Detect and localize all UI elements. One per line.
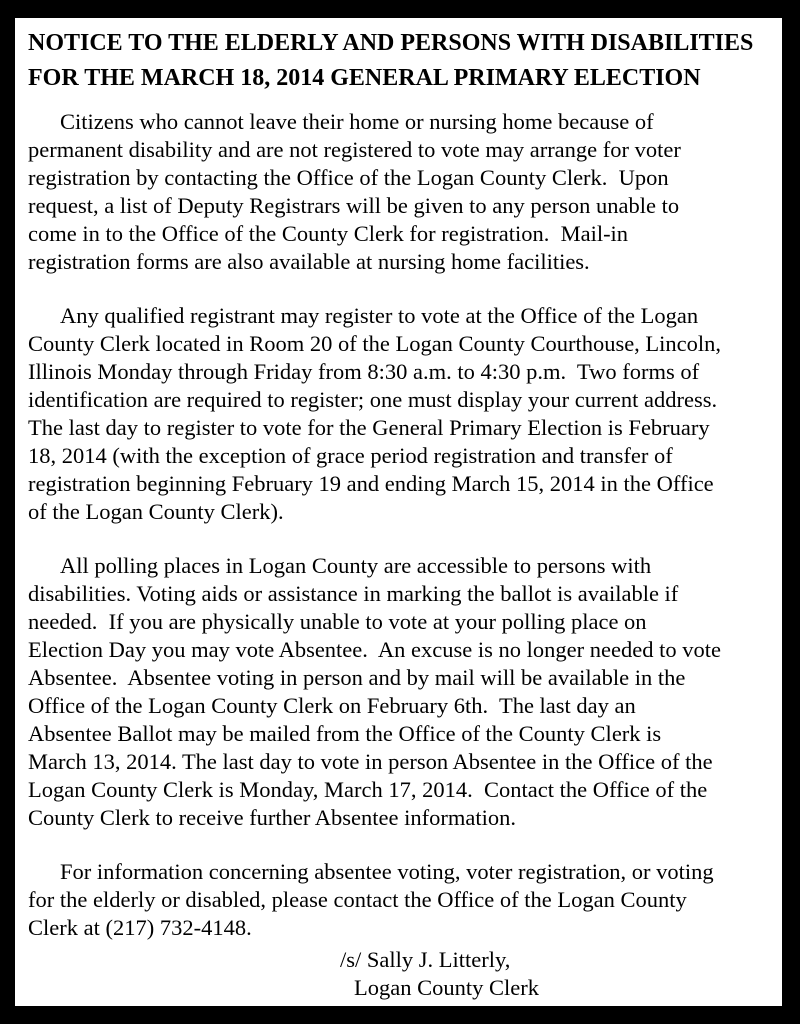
text-line: Illinois Monday through Friday from 8:30 a.m. to 4:30 p.m. Two forms of bbox=[28, 359, 700, 384]
text-line: County Clerk to receive further Absentee information. bbox=[28, 805, 516, 830]
text-line: FOR THE MARCH 18, 2014 GENERAL PRIMARY ELECTION bbox=[28, 65, 701, 91]
text-line: The last day to register to vote for the General Primary Election is February bbox=[28, 415, 710, 440]
text-line: NOTICE TO THE ELDERLY AND PERSONS WITH DISABILITIES bbox=[28, 30, 754, 56]
text-line: identification are required to register; one must display your current address. bbox=[28, 387, 718, 412]
paragraph-voter-registration-homebound bbox=[28, 108, 774, 276]
text-line: Office of the Logan County Clerk on February 6th. The last day an bbox=[28, 693, 636, 718]
text-line: Citizens who cannot leave their home or nursing home because of bbox=[60, 109, 654, 134]
text-line: registration forms are also available at nursing home facilities. bbox=[28, 249, 590, 274]
text-line: for the elderly or disabled, please contact the Office of the Logan County bbox=[28, 887, 687, 912]
text-line: registration by contacting the Office of the Logan County Clerk. Upon bbox=[28, 165, 669, 190]
paragraph-contact-information bbox=[28, 858, 774, 942]
text-line: Logan County Clerk is Monday, March 17, 2014. Contact the Office of the bbox=[28, 777, 708, 802]
text-line: request, a list of Deputy Registrars will be given to any person unable to bbox=[28, 193, 680, 218]
paragraph-registration-location-deadlines bbox=[28, 302, 774, 526]
notice-title bbox=[28, 26, 774, 96]
signature-name: /s/ Sally J. Litterly, bbox=[340, 947, 511, 972]
text-line: County Clerk located in Room 20 of the Logan County Courthouse, Lincoln, bbox=[28, 331, 722, 356]
text-line: For information concerning absentee voting, voter registration, or voting bbox=[60, 859, 714, 884]
text-line: Any qualified registrant may register to vote at the Office of the Logan bbox=[60, 303, 699, 328]
paragraph-polling-places-absentee bbox=[28, 552, 774, 832]
text-line: permanent disability and are not registered to vote may arrange for voter bbox=[28, 137, 681, 162]
text-line: 18, 2014 (with the exception of grace period registration and transfer of bbox=[28, 443, 673, 468]
signature-block bbox=[28, 946, 774, 1002]
text-line: of the Logan County Clerk). bbox=[28, 499, 284, 524]
text-line: needed. If you are physically unable to vote at your polling place on bbox=[28, 609, 647, 634]
text-line: come in to the Office of the County Clerk for registration. Mail-in bbox=[28, 221, 629, 246]
signature-office-title: Logan County Clerk bbox=[354, 975, 539, 1000]
text-line: All polling places in Logan County are accessible to persons with bbox=[60, 553, 652, 578]
text-line: Absentee Ballot may be mailed from the Office of the County Clerk is bbox=[28, 721, 662, 746]
text-line: Clerk at (217) 732-4148. bbox=[28, 915, 252, 940]
text-line: registration beginning February 19 and ending March 15, 2014 in the Office bbox=[28, 471, 714, 496]
text-line: Election Day you may vote Absentee. An excuse is no longer needed to vote bbox=[28, 637, 721, 662]
text-line: Absentee. Absentee voting in person and by mail will be available in the bbox=[28, 665, 686, 690]
text-line: March 13, 2014. The last day to vote in person Absentee in the Office of the bbox=[28, 749, 713, 774]
text-line: disabilities. Voting aids or assistance in marking the ballot is available if bbox=[28, 581, 679, 606]
